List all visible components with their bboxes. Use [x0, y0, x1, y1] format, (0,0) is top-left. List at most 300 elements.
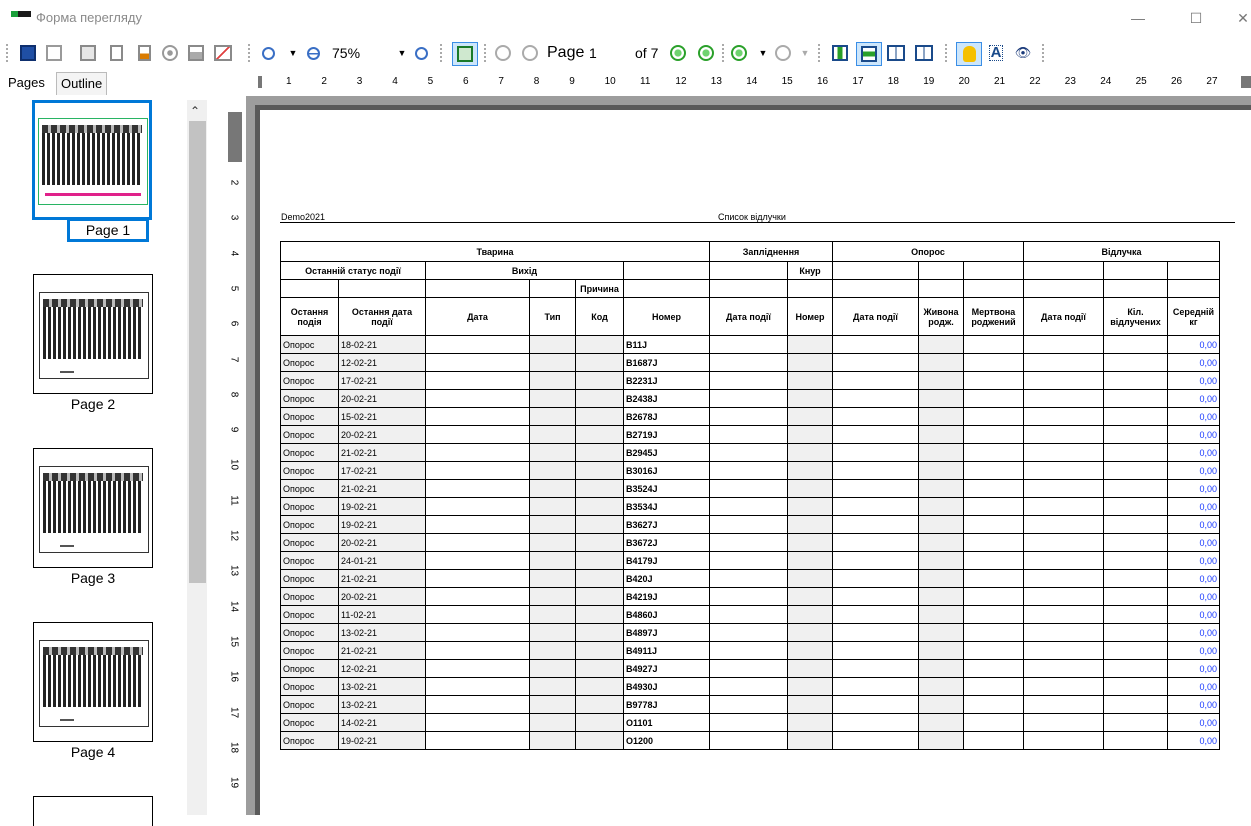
empty-cell	[710, 462, 788, 480]
cell-last-event: Опорос	[281, 732, 339, 750]
empty-cell	[576, 696, 624, 714]
empty-cell	[1024, 262, 1104, 280]
empty-cell	[1024, 354, 1104, 372]
empty-cell	[833, 624, 919, 642]
empty-cell	[710, 552, 788, 570]
empty-cell	[1168, 262, 1220, 280]
cell-number: B2231J	[624, 372, 710, 390]
ruler-tick: 9	[569, 76, 575, 87]
ruler-tick: 25	[1135, 76, 1147, 87]
empty-cell	[1104, 732, 1168, 750]
ruler-tick: 19	[923, 76, 935, 87]
empty-cell	[919, 732, 964, 750]
empty-cell	[710, 732, 788, 750]
empty-cell	[788, 336, 833, 354]
cell-last-event: Опорос	[281, 606, 339, 624]
cell-last-date: 20-02-21	[339, 426, 426, 444]
empty-cell	[1104, 624, 1168, 642]
cell-number: B4911J	[624, 642, 710, 660]
cell-average-kg: 0,00	[1168, 336, 1220, 354]
empty-cell	[833, 426, 919, 444]
cell-last-event: Опорос	[281, 678, 339, 696]
empty-cell	[530, 570, 576, 588]
empty-cell	[919, 678, 964, 696]
empty-cell	[919, 516, 964, 534]
empty-cell	[788, 714, 833, 732]
cell-last-event: Опорос	[281, 462, 339, 480]
empty-cell	[964, 660, 1024, 678]
table-row	[281, 390, 1220, 408]
two-pages-icon[interactable]	[886, 42, 906, 64]
empty-cell	[788, 480, 833, 498]
window-title: Форма перегляду	[36, 10, 143, 25]
page-setup-icon[interactable]	[78, 42, 98, 64]
go-forward-dropdown-icon[interactable]: ▼	[800, 48, 810, 58]
group-weaning: Відлучка	[1024, 242, 1220, 262]
empty-cell	[919, 696, 964, 714]
cell-last-date: 14-02-21	[339, 714, 426, 732]
empty-cell	[1024, 606, 1104, 624]
column-header: Живона родж.	[919, 298, 964, 336]
empty-cell	[833, 588, 919, 606]
ruler-end-marker	[1241, 76, 1251, 88]
ruler-tick: 17	[228, 706, 240, 718]
empty-cell	[788, 534, 833, 552]
empty-cell	[833, 480, 919, 498]
empty-cell	[833, 336, 919, 354]
empty-cell	[964, 354, 1024, 372]
empty-cell	[710, 534, 788, 552]
cell-last-event: Опорос	[281, 354, 339, 372]
empty-cell	[1024, 462, 1104, 480]
empty-cell	[919, 570, 964, 588]
empty-cell	[426, 588, 530, 606]
page-thumbnail-label-2: Page 2	[70, 396, 116, 412]
cell-number: O1101	[624, 714, 710, 732]
zoom-dropdown-arrow-icon[interactable]: ▼	[288, 48, 298, 58]
empty-cell	[964, 606, 1024, 624]
empty-cell	[788, 678, 833, 696]
minimize-button[interactable]: —	[1131, 10, 1145, 26]
ruler-tick: 7	[228, 356, 240, 362]
page-total-text: of 7	[635, 45, 659, 61]
empty-cell	[1024, 534, 1104, 552]
empty-cell	[1024, 498, 1104, 516]
cell-last-date: 12-02-21	[339, 660, 426, 678]
toolbar-separator	[248, 44, 253, 62]
new-page-icon[interactable]	[106, 42, 126, 64]
empty-cell	[919, 642, 964, 660]
page-number-value: 1	[589, 45, 597, 61]
empty-cell	[530, 624, 576, 642]
ruler-tick: 19	[228, 777, 240, 789]
app-icon	[11, 11, 31, 17]
ruler-tick: 16	[228, 671, 240, 683]
empty-cell	[919, 606, 964, 624]
ruler-tick: 16	[817, 76, 829, 87]
table-row	[281, 336, 1220, 354]
empty-cell	[576, 444, 624, 462]
empty-cell	[530, 408, 576, 426]
empty-cell	[833, 390, 919, 408]
empty-cell	[788, 570, 833, 588]
empty-cell	[1024, 390, 1104, 408]
zoom-out-icon[interactable]	[305, 42, 321, 64]
empty-cell	[833, 408, 919, 426]
empty-cell	[788, 280, 833, 298]
cell-average-kg: 0,00	[1168, 660, 1220, 678]
ruler-tick: 9	[228, 426, 240, 433]
empty-cell	[710, 516, 788, 534]
empty-cell	[788, 444, 833, 462]
empty-cell	[788, 426, 833, 444]
empty-cell	[530, 552, 576, 570]
empty-cell	[788, 498, 833, 516]
cell-number: B3524J	[624, 480, 710, 498]
ruler-tick: 11	[228, 494, 240, 506]
continuous-page-icon[interactable]	[856, 42, 882, 66]
table-row	[281, 678, 1220, 696]
empty-cell	[833, 552, 919, 570]
empty-cell	[1024, 426, 1104, 444]
cell-average-kg: 0,00	[1168, 588, 1220, 606]
hand-tool-icon[interactable]	[956, 42, 982, 66]
empty-cell	[919, 408, 964, 426]
empty-cell	[576, 408, 624, 426]
empty-cell	[1024, 280, 1104, 298]
empty-cell	[426, 444, 530, 462]
empty-cell	[576, 372, 624, 390]
empty-cell	[788, 552, 833, 570]
previous-page-icon[interactable]	[522, 42, 538, 64]
empty-cell	[1024, 570, 1104, 588]
cell-last-event: Опорос	[281, 390, 339, 408]
cell-last-date: 20-02-21	[339, 534, 426, 552]
empty-cell	[1168, 280, 1220, 298]
cell-average-kg: 0,00	[1168, 552, 1220, 570]
page-thumbnail-label-4: Page 4	[70, 744, 116, 760]
column-header: Остання дата події	[339, 298, 426, 336]
table-row	[281, 462, 1220, 480]
zoom-value: 75%	[332, 45, 361, 61]
empty-cell	[1104, 642, 1168, 660]
empty-cell	[788, 588, 833, 606]
tab-pages[interactable]: Pages	[4, 72, 49, 94]
empty-cell	[426, 660, 530, 678]
empty-cell	[964, 498, 1024, 516]
go-back-icon[interactable]	[731, 42, 747, 64]
ruler-tick: 17	[852, 76, 864, 87]
empty-cell	[530, 588, 576, 606]
cell-number: B3627J	[624, 516, 710, 534]
ruler-tick: 6	[463, 76, 469, 87]
thumbnails-scrollbar[interactable]	[187, 100, 207, 815]
column-header: Номер	[624, 298, 710, 336]
maximize-button[interactable]: ☐	[1189, 10, 1203, 26]
cell-last-event: Опорос	[281, 480, 339, 498]
empty-cell	[530, 678, 576, 696]
empty-cell	[530, 696, 576, 714]
thumbnails-pane	[0, 96, 215, 815]
empty-cell	[710, 262, 788, 280]
empty-cell	[964, 408, 1024, 426]
cell-last-event: Опорос	[281, 570, 339, 588]
empty-cell	[833, 354, 919, 372]
toolbar-separator	[945, 44, 950, 62]
ruler-tick: 24	[1100, 76, 1112, 87]
empty-cell	[788, 642, 833, 660]
toolbar-separator	[484, 44, 489, 62]
empty-cell	[1024, 408, 1104, 426]
table-row	[281, 660, 1220, 678]
ruler-tick: 15	[228, 635, 240, 647]
empty-cell	[576, 462, 624, 480]
empty-cell	[710, 408, 788, 426]
cell-last-event: Опорос	[281, 552, 339, 570]
empty-cell	[788, 354, 833, 372]
ruler-tick: 13	[228, 565, 240, 577]
print-icon[interactable]	[186, 42, 206, 64]
empty-cell	[833, 696, 919, 714]
page-total	[635, 42, 667, 64]
table-row	[281, 354, 1220, 372]
cell-average-kg: 0,00	[1168, 480, 1220, 498]
empty-cell	[1104, 372, 1168, 390]
empty-cell	[530, 498, 576, 516]
cell-last-event: Опорос	[281, 444, 339, 462]
empty-cell	[788, 732, 833, 750]
empty-cell	[530, 372, 576, 390]
tab-outline[interactable]: Outline	[56, 72, 107, 95]
empty-cell	[426, 516, 530, 534]
zoom-in-icon[interactable]	[260, 42, 276, 64]
empty-cell	[710, 480, 788, 498]
close-button[interactable]: ✕	[1237, 10, 1249, 26]
empty-cell	[964, 642, 1024, 660]
empty-cell	[1104, 678, 1168, 696]
cell-number: B11J	[624, 336, 710, 354]
last-page-icon[interactable]	[698, 42, 714, 64]
empty-cell	[530, 606, 576, 624]
empty-cell	[1104, 588, 1168, 606]
cell-average-kg: 0,00	[1168, 372, 1220, 390]
cell-last-date: 15-02-21	[339, 408, 426, 426]
empty-cell	[1024, 552, 1104, 570]
page-thumbnail-5[interactable]	[33, 796, 153, 826]
cell-number: B4860J	[624, 606, 710, 624]
cell-average-kg: 0,00	[1168, 462, 1220, 480]
empty-cell	[426, 280, 530, 298]
empty-cell	[788, 390, 833, 408]
page-number-input[interactable]	[589, 42, 629, 64]
cell-last-event: Опорос	[281, 372, 339, 390]
empty-cell	[1024, 336, 1104, 354]
report-title: Список відлучки	[718, 212, 786, 222]
thumbnails-toggle-icon[interactable]	[452, 42, 478, 66]
empty-cell	[964, 262, 1024, 280]
page-thumbnail-2[interactable]	[33, 274, 153, 394]
first-page-icon[interactable]	[495, 42, 511, 64]
ruler-tick: 6	[228, 320, 240, 327]
empty-cell	[1024, 678, 1104, 696]
single-page-icon[interactable]	[830, 42, 850, 64]
empty-cell	[576, 606, 624, 624]
empty-cell	[576, 336, 624, 354]
empty-cell	[964, 696, 1024, 714]
empty-cell	[919, 624, 964, 642]
empty-cell	[426, 408, 530, 426]
multiple-pages-icon[interactable]	[914, 42, 934, 64]
table-row	[281, 516, 1220, 534]
cell-average-kg: 0,00	[1168, 354, 1220, 372]
copy-icon[interactable]	[44, 42, 64, 64]
ruler-tick: 7	[498, 76, 504, 87]
cell-number: B1687J	[624, 354, 710, 372]
zoom-plus-icon[interactable]	[413, 42, 429, 64]
empty-cell	[530, 714, 576, 732]
toolbar-separator	[440, 44, 445, 62]
cell-average-kg: 0,00	[1168, 606, 1220, 624]
ruler-tick: 11	[640, 76, 651, 87]
cell-last-event: Опорос	[281, 498, 339, 516]
cell-average-kg: 0,00	[1168, 696, 1220, 714]
empty-cell	[426, 606, 530, 624]
cell-last-event: Опорос	[281, 336, 339, 354]
empty-cell	[710, 426, 788, 444]
ruler-tick: 8	[533, 76, 540, 87]
cell-last-event: Опорос	[281, 534, 339, 552]
empty-cell	[426, 714, 530, 732]
cell-last-date: 21-02-21	[339, 480, 426, 498]
text-select-icon[interactable]: A	[990, 44, 1002, 61]
cell-last-date: 17-02-21	[339, 372, 426, 390]
ruler-tick: 5	[427, 76, 434, 87]
empty-cell	[576, 480, 624, 498]
empty-cell	[710, 624, 788, 642]
pane-splitter[interactable]	[215, 96, 223, 815]
empty-cell	[919, 552, 964, 570]
table-row	[281, 372, 1220, 390]
next-page-icon[interactable]	[670, 42, 686, 64]
empty-cell	[426, 732, 530, 750]
page-thumbnail-label-1: Page 1	[67, 218, 149, 242]
zoom-combo-arrow-icon[interactable]: ▼	[397, 48, 407, 58]
ruler-tick: 22	[1029, 76, 1041, 87]
cell-last-date: 24-01-21	[339, 552, 426, 570]
empty-cell	[833, 516, 919, 534]
empty-cell	[530, 280, 576, 298]
empty-cell	[426, 354, 530, 372]
ruler-tick: 12	[675, 76, 687, 87]
cell-last-date: 21-02-21	[339, 642, 426, 660]
cell-last-event: Опорос	[281, 426, 339, 444]
table-row	[281, 606, 1220, 624]
cell-number: B4219J	[624, 588, 710, 606]
empty-cell	[1024, 732, 1104, 750]
page-thumbnail-1[interactable]	[32, 100, 152, 220]
empty-cell	[964, 390, 1024, 408]
table-row	[281, 570, 1220, 588]
empty-cell	[964, 336, 1024, 354]
go-forward-icon[interactable]	[775, 42, 791, 64]
empty-cell	[710, 336, 788, 354]
empty-cell	[1104, 534, 1168, 552]
empty-cell	[964, 588, 1024, 606]
cell-last-event: Опорос	[281, 714, 339, 732]
vertical-ruler	[224, 96, 242, 815]
ruler-tick: 2	[321, 76, 327, 87]
empty-cell	[919, 498, 964, 516]
email-icon[interactable]	[212, 42, 234, 64]
column-header: Середній кг	[1168, 298, 1220, 336]
empty-cell	[624, 280, 710, 298]
ruler-tick: 12	[228, 529, 240, 542]
table-row	[281, 534, 1220, 552]
empty-cell	[576, 534, 624, 552]
empty-cell	[1024, 714, 1104, 732]
save-icon[interactable]	[18, 42, 38, 64]
ruler-tick: 2	[228, 179, 240, 186]
empty-cell	[1024, 444, 1104, 462]
stop-icon[interactable]	[160, 42, 180, 64]
empty-cell	[919, 372, 964, 390]
empty-cell	[919, 426, 964, 444]
empty-cell	[964, 714, 1024, 732]
export-icon[interactable]	[134, 42, 154, 64]
zoom-combo[interactable]	[332, 42, 387, 64]
empty-cell	[1024, 516, 1104, 534]
page-thumbnail-4[interactable]	[33, 622, 153, 742]
cell-last-date: 20-02-21	[339, 390, 426, 408]
empty-cell	[964, 444, 1024, 462]
empty-cell	[788, 516, 833, 534]
cell-last-date: 21-02-21	[339, 570, 426, 588]
side-tabs	[0, 70, 215, 96]
cell-average-kg: 0,00	[1168, 426, 1220, 444]
report-table	[280, 241, 1220, 750]
scrollbar-thumb[interactable]	[189, 121, 206, 583]
empty-cell	[833, 280, 919, 298]
empty-cell	[710, 280, 788, 298]
empty-cell	[919, 534, 964, 552]
cell-last-event: Опорос	[281, 624, 339, 642]
empty-cell	[710, 696, 788, 714]
empty-cell	[964, 426, 1024, 444]
ruler-margin-marker	[228, 112, 242, 162]
page-thumbnail-3[interactable]	[33, 448, 153, 568]
scroll-up-icon[interactable]: ⌃	[190, 104, 201, 118]
empty-cell	[530, 426, 576, 444]
cell-last-date: 12-02-21	[339, 354, 426, 372]
toolbar-separator	[818, 44, 823, 62]
cell-number: B3016J	[624, 462, 710, 480]
empty-cell	[426, 462, 530, 480]
empty-cell	[710, 372, 788, 390]
go-back-dropdown-icon[interactable]: ▼	[758, 48, 768, 58]
column-header: Кіл. відлучених	[1104, 298, 1168, 336]
find-icon[interactable]: 👁	[1014, 45, 1032, 60]
empty-cell	[1104, 280, 1168, 298]
cell-last-date: 19-02-21	[339, 732, 426, 750]
column-header: Дата події	[833, 298, 919, 336]
empty-cell	[833, 534, 919, 552]
cell-average-kg: 0,00	[1168, 408, 1220, 426]
empty-cell	[964, 624, 1024, 642]
empty-cell	[964, 678, 1024, 696]
empty-cell	[833, 678, 919, 696]
empty-cell	[1024, 372, 1104, 390]
empty-cell	[964, 552, 1024, 570]
